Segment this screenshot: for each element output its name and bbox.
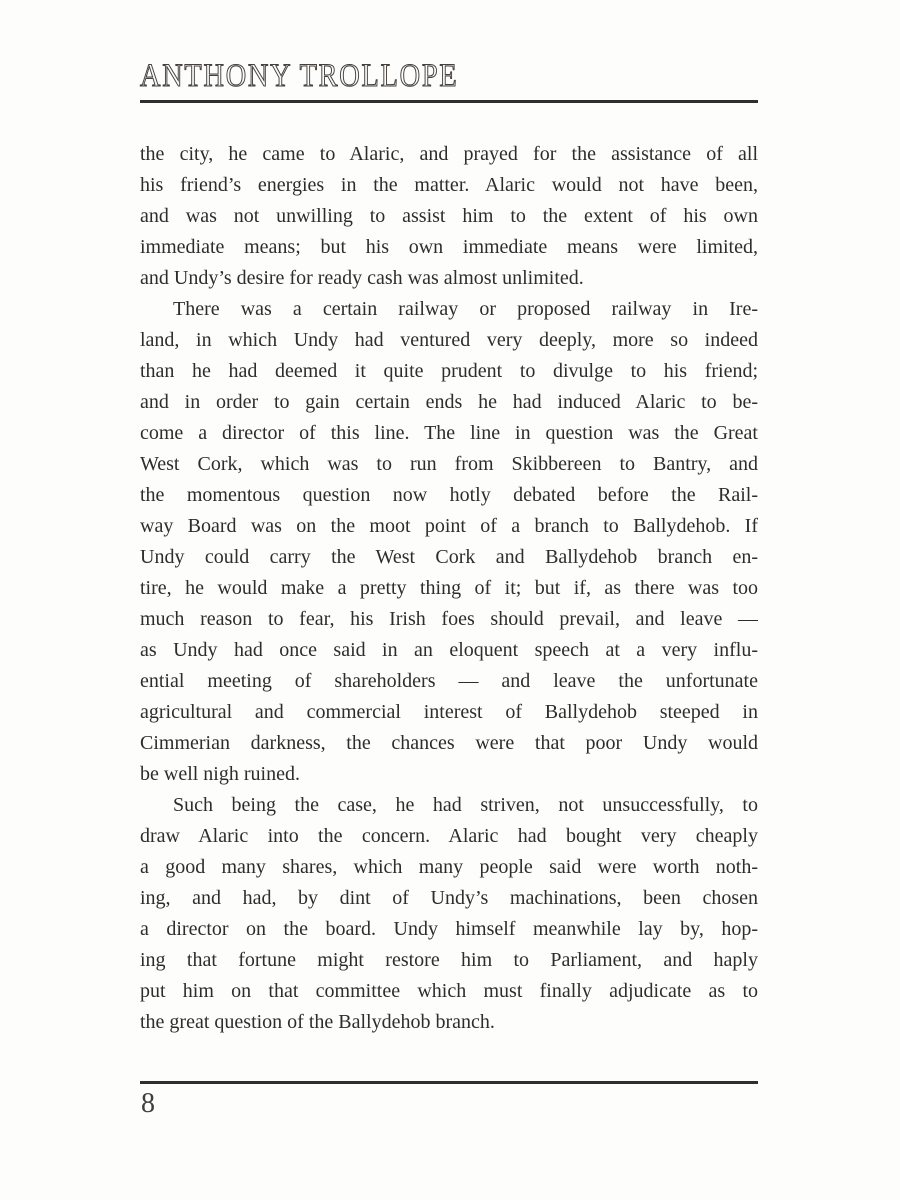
text-line: and Undy’s desire for ready cash was almost unlimited. <box>140 267 584 289</box>
text-line: come a director of this line. The line in question was the Great <box>140 422 758 444</box>
text-line: a director on the board. Undy himself meanwhile lay by, hop- <box>140 918 758 940</box>
text-line: There was a certain railway or proposed railway in Ire- <box>173 298 758 320</box>
text-line: the momentous question now hotly debated before the Rail- <box>140 484 758 506</box>
author-name: ANTHONY TROLLOPE <box>140 58 459 94</box>
header-rule <box>140 100 758 103</box>
paragraph <box>140 139 758 294</box>
text-line: Undy could carry the West Cork and Ballydehob branch en- <box>140 546 758 568</box>
text-line: ing, and had, by dint of Undy’s machinations, been chosen <box>140 887 758 909</box>
text-line: the city, he came to Alaric, and prayed for the assistance of all <box>140 143 758 165</box>
text-line: be well nigh ruined. <box>140 763 300 785</box>
paragraph <box>140 790 758 1038</box>
page-number: 8 <box>141 1088 155 1119</box>
text-line: Cimmerian darkness, the chances were that poor Undy would <box>140 732 758 754</box>
text-line: agricultural and commercial interest of Ballydehob steeped in <box>140 701 758 723</box>
text-line: tire, he would make a pretty thing of it; but if, as there was too <box>140 577 758 599</box>
paragraph <box>140 294 758 790</box>
text-line: immediate means; but his own immediate means were limited, <box>140 236 758 258</box>
text-line: a good many shares, which many people said were worth noth- <box>140 856 758 878</box>
text-line: draw Alaric into the concern. Alaric had bought very cheaply <box>140 825 758 847</box>
text-line: way Board was on the moot point of a branch to Ballydehob. If <box>140 515 758 537</box>
text-line: ing that fortune might restore him to Parliament, and haply <box>140 949 758 971</box>
text-line: his friend’s energies in the matter. Alaric would not have been, <box>140 174 758 196</box>
text-line: and in order to gain certain ends he had induced Alaric to be- <box>140 391 758 413</box>
text-line: than he had deemed it quite prudent to divulge to his friend; <box>140 360 758 382</box>
footer-rule <box>140 1081 758 1084</box>
text-line: put him on that committee which must finally adjudicate as to <box>140 980 758 1002</box>
text-line: Such being the case, he had striven, not unsuccessfully, to <box>173 794 758 816</box>
text-line: much reason to fear, his Irish foes should prevail, and leave — <box>140 608 758 630</box>
text-line: land, in which Undy had ventured very deeply, more so indeed <box>140 329 758 351</box>
text-line: as Undy had once said in an eloquent speech at a very influ- <box>140 639 758 661</box>
text-line: the great question of the Ballydehob branch. <box>140 1011 495 1033</box>
text-line: and was not unwilling to assist him to the extent of his own <box>140 205 758 227</box>
text-line: ential meeting of shareholders — and leave the unfortunate <box>140 670 758 692</box>
text-line: West Cork, which was to run from Skibbereen to Bantry, and <box>140 453 758 475</box>
book-body <box>140 139 758 1038</box>
